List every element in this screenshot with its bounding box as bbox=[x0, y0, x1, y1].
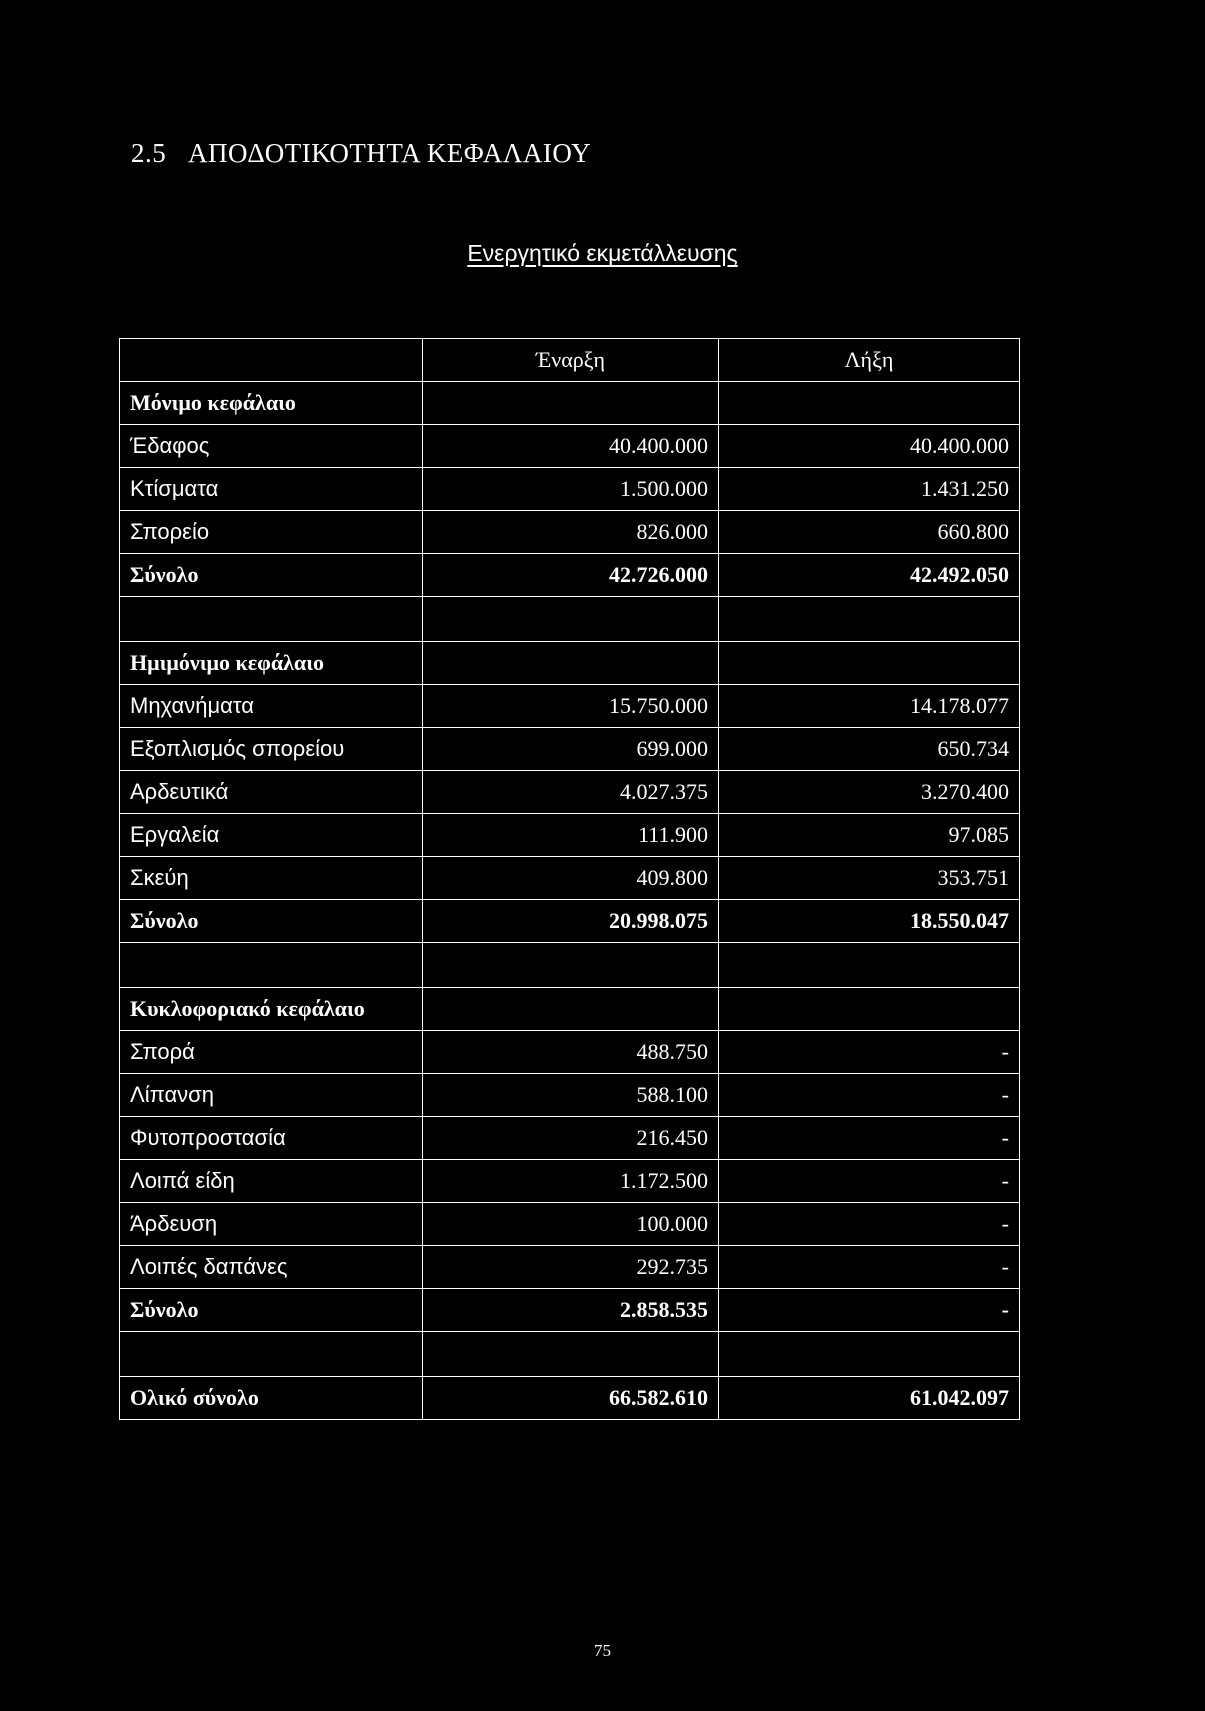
row-label: Σπορείο bbox=[120, 511, 423, 554]
row-end-value: 3.270.400 bbox=[719, 771, 1020, 814]
page-number: 75 bbox=[594, 1641, 611, 1660]
total-start-value: 42.726.000 bbox=[423, 554, 719, 597]
row-label: Κτίσματα bbox=[120, 468, 423, 511]
table-row bbox=[120, 1246, 1020, 1289]
table-row bbox=[120, 857, 1020, 900]
row-start-value: 111.900 bbox=[423, 814, 719, 857]
row-end-value: - bbox=[719, 1031, 1020, 1074]
empty-cell bbox=[719, 642, 1020, 685]
empty-cell bbox=[719, 988, 1020, 1031]
grand-total-label: Ολικό σύνολο bbox=[120, 1377, 423, 1420]
row-start-value: 699.000 bbox=[423, 728, 719, 771]
section-row-semi-fixed-capital bbox=[120, 642, 1020, 685]
section-row-working-capital bbox=[120, 988, 1020, 1031]
empty-cell bbox=[423, 597, 719, 642]
row-end-value: 97.085 bbox=[719, 814, 1020, 857]
total-label: Σύνολο bbox=[120, 1289, 423, 1332]
table-row bbox=[120, 685, 1020, 728]
empty-cell bbox=[719, 943, 1020, 988]
header-row bbox=[120, 339, 1020, 382]
row-end-value: 40.400.000 bbox=[719, 425, 1020, 468]
blank-row bbox=[120, 943, 1020, 988]
row-label: Εξοπλισμός σπορείου bbox=[120, 728, 423, 771]
row-label: Άρδευση bbox=[120, 1203, 423, 1246]
row-end-value: 14.178.077 bbox=[719, 685, 1020, 728]
row-label: Σκεύη bbox=[120, 857, 423, 900]
table-row bbox=[120, 1160, 1020, 1203]
row-start-value: 100.000 bbox=[423, 1203, 719, 1246]
row-start-value: 292.735 bbox=[423, 1246, 719, 1289]
row-label: Μηχανήματα bbox=[120, 685, 423, 728]
total-end-value: 42.492.050 bbox=[719, 554, 1020, 597]
total-label: Σύνολο bbox=[120, 554, 423, 597]
row-label: Φυτοπροστασία bbox=[120, 1117, 423, 1160]
row-end-value: - bbox=[719, 1160, 1020, 1203]
row-start-value: 40.400.000 bbox=[423, 425, 719, 468]
section-number: 2.5 bbox=[131, 138, 167, 168]
row-start-value: 488.750 bbox=[423, 1031, 719, 1074]
total-row-working-capital bbox=[120, 1289, 1020, 1332]
section-title: ΑΠΟΔΟΤΙΚΟΤΗΤΑ ΚΕΦΑΛΑΙΟΥ bbox=[188, 138, 592, 168]
row-start-value: 826.000 bbox=[423, 511, 719, 554]
header-cell-label bbox=[120, 339, 423, 382]
total-start-value: 2.858.535 bbox=[423, 1289, 719, 1332]
blank-row bbox=[120, 1332, 1020, 1377]
section-heading bbox=[131, 138, 591, 169]
grand-total-row bbox=[120, 1377, 1020, 1420]
table-row bbox=[120, 511, 1020, 554]
empty-cell bbox=[423, 988, 719, 1031]
row-label: Λίπανση bbox=[120, 1074, 423, 1117]
empty-cell bbox=[423, 1332, 719, 1377]
row-label: Λοιπά είδη bbox=[120, 1160, 423, 1203]
table-row bbox=[120, 814, 1020, 857]
blank-row bbox=[120, 597, 1020, 642]
table-row bbox=[120, 1074, 1020, 1117]
row-start-value: 15.750.000 bbox=[423, 685, 719, 728]
section-title-working-capital: Κυκλοφοριακό κεφάλαιο bbox=[120, 988, 423, 1031]
table-row bbox=[120, 468, 1020, 511]
section-row-fixed-capital bbox=[120, 382, 1020, 425]
empty-cell bbox=[120, 1332, 423, 1377]
empty-cell bbox=[719, 597, 1020, 642]
grand-total-end-value: 61.042.097 bbox=[719, 1377, 1020, 1420]
empty-cell bbox=[120, 597, 423, 642]
header-cell-end: Λήξη bbox=[719, 339, 1020, 382]
header-cell-start: Έναρξη bbox=[423, 339, 719, 382]
row-end-value: 1.431.250 bbox=[719, 468, 1020, 511]
capital-table bbox=[119, 338, 1020, 1420]
total-label: Σύνολο bbox=[120, 900, 423, 943]
total-end-value: 18.550.047 bbox=[719, 900, 1020, 943]
empty-cell bbox=[423, 382, 719, 425]
empty-cell bbox=[423, 943, 719, 988]
section-title-semi-fixed-capital: Ημιμόνιμο κεφάλαιο bbox=[120, 642, 423, 685]
row-start-value: 4.027.375 bbox=[423, 771, 719, 814]
row-label: Λοιπές δαπάνες bbox=[120, 1246, 423, 1289]
table-subtitle: Ενεργητικό εκμετάλλευσης bbox=[467, 240, 738, 266]
empty-cell bbox=[719, 1332, 1020, 1377]
table-row bbox=[120, 771, 1020, 814]
table-row bbox=[120, 425, 1020, 468]
row-end-value: - bbox=[719, 1203, 1020, 1246]
row-end-value: - bbox=[719, 1246, 1020, 1289]
row-start-value: 216.450 bbox=[423, 1117, 719, 1160]
row-end-value: 353.751 bbox=[719, 857, 1020, 900]
section-title-fixed-capital: Μόνιμο κεφάλαιο bbox=[120, 382, 423, 425]
table-row bbox=[120, 1117, 1020, 1160]
row-start-value: 409.800 bbox=[423, 857, 719, 900]
row-label: Έδαφος bbox=[120, 425, 423, 468]
grand-total-start-value: 66.582.610 bbox=[423, 1377, 719, 1420]
table-row bbox=[120, 1031, 1020, 1074]
row-label: Εργαλεία bbox=[120, 814, 423, 857]
empty-cell bbox=[719, 382, 1020, 425]
empty-cell bbox=[423, 642, 719, 685]
total-row-fixed-capital bbox=[120, 554, 1020, 597]
total-row-semi-fixed-capital bbox=[120, 900, 1020, 943]
table-row bbox=[120, 728, 1020, 771]
row-end-value: - bbox=[719, 1117, 1020, 1160]
empty-cell bbox=[120, 943, 423, 988]
total-start-value: 20.998.075 bbox=[423, 900, 719, 943]
table-row bbox=[120, 1203, 1020, 1246]
row-start-value: 1.500.000 bbox=[423, 468, 719, 511]
row-end-value: 650.734 bbox=[719, 728, 1020, 771]
row-start-value: 588.100 bbox=[423, 1074, 719, 1117]
row-end-value: - bbox=[719, 1074, 1020, 1117]
total-end-value: - bbox=[719, 1289, 1020, 1332]
row-end-value: 660.800 bbox=[719, 511, 1020, 554]
row-start-value: 1.172.500 bbox=[423, 1160, 719, 1203]
row-label: Σπορά bbox=[120, 1031, 423, 1074]
row-label: Αρδευτικά bbox=[120, 771, 423, 814]
